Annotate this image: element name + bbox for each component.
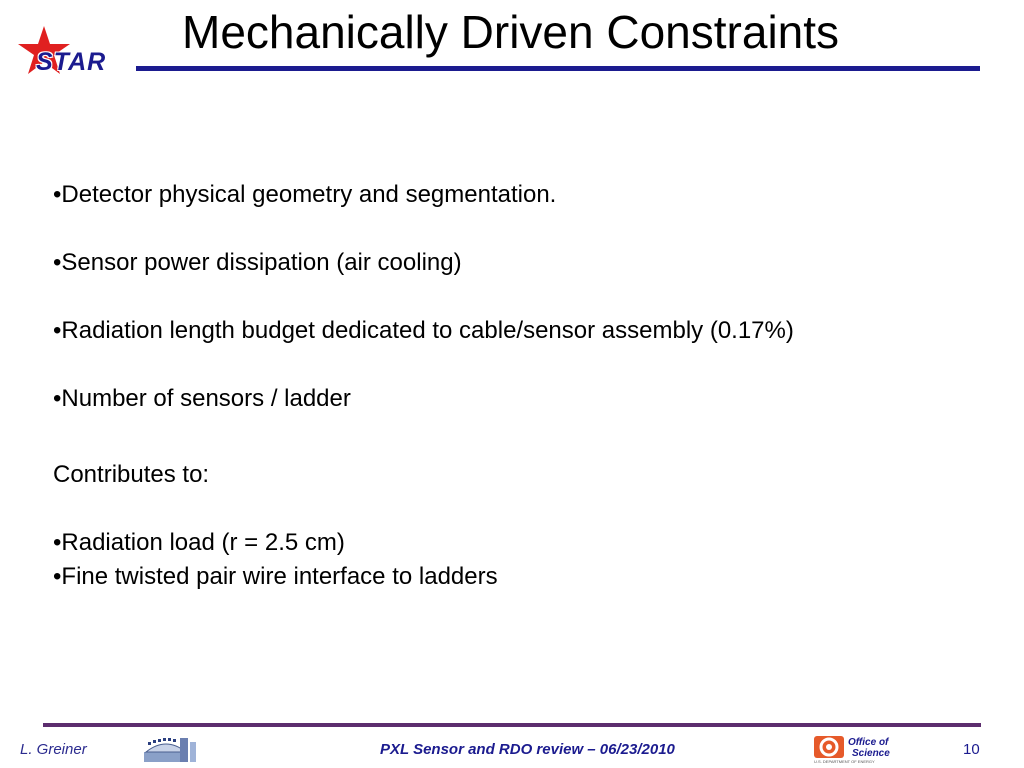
office-of-science-icon bbox=[812, 734, 908, 764]
title-underline bbox=[136, 66, 980, 71]
star-logo-text: STAR bbox=[36, 48, 107, 76]
bullet-radiation-length: •Radiation length budget dedicated to cable/sensor assembly (0.17%) bbox=[53, 317, 794, 344]
slide-title: Mechanically Driven Constraints bbox=[182, 6, 840, 58]
svg-text:Science: Science bbox=[852, 748, 890, 759]
lab-building-icon bbox=[140, 732, 198, 766]
footer-event: PXL Sensor and RDO review – 06/23/2010 bbox=[380, 741, 675, 758]
svg-text:Office of: Office of bbox=[848, 737, 889, 748]
contributes-heading: Contributes to: bbox=[53, 461, 210, 488]
bullet-power-dissipation: •Sensor power dissipation (air cooling) bbox=[53, 249, 462, 276]
footer-author: L. Greiner bbox=[20, 741, 87, 758]
bullet-twisted-pair: •Fine twisted pair wire interface to ladders bbox=[53, 563, 498, 590]
svg-text:U.S. DEPARTMENT OF ENERGY: U.S. DEPARTMENT OF ENERGY bbox=[814, 759, 875, 764]
bullet-number-of-sensors: •Number of sensors / ladder bbox=[53, 385, 351, 412]
footer-rule bbox=[43, 723, 981, 727]
bullet-detector-geometry: •Detector physical geometry and segmentation. bbox=[53, 181, 557, 208]
bullet-radiation-load: •Radiation load (r = 2.5 cm) bbox=[53, 529, 345, 556]
page-number: 10 bbox=[963, 741, 980, 758]
